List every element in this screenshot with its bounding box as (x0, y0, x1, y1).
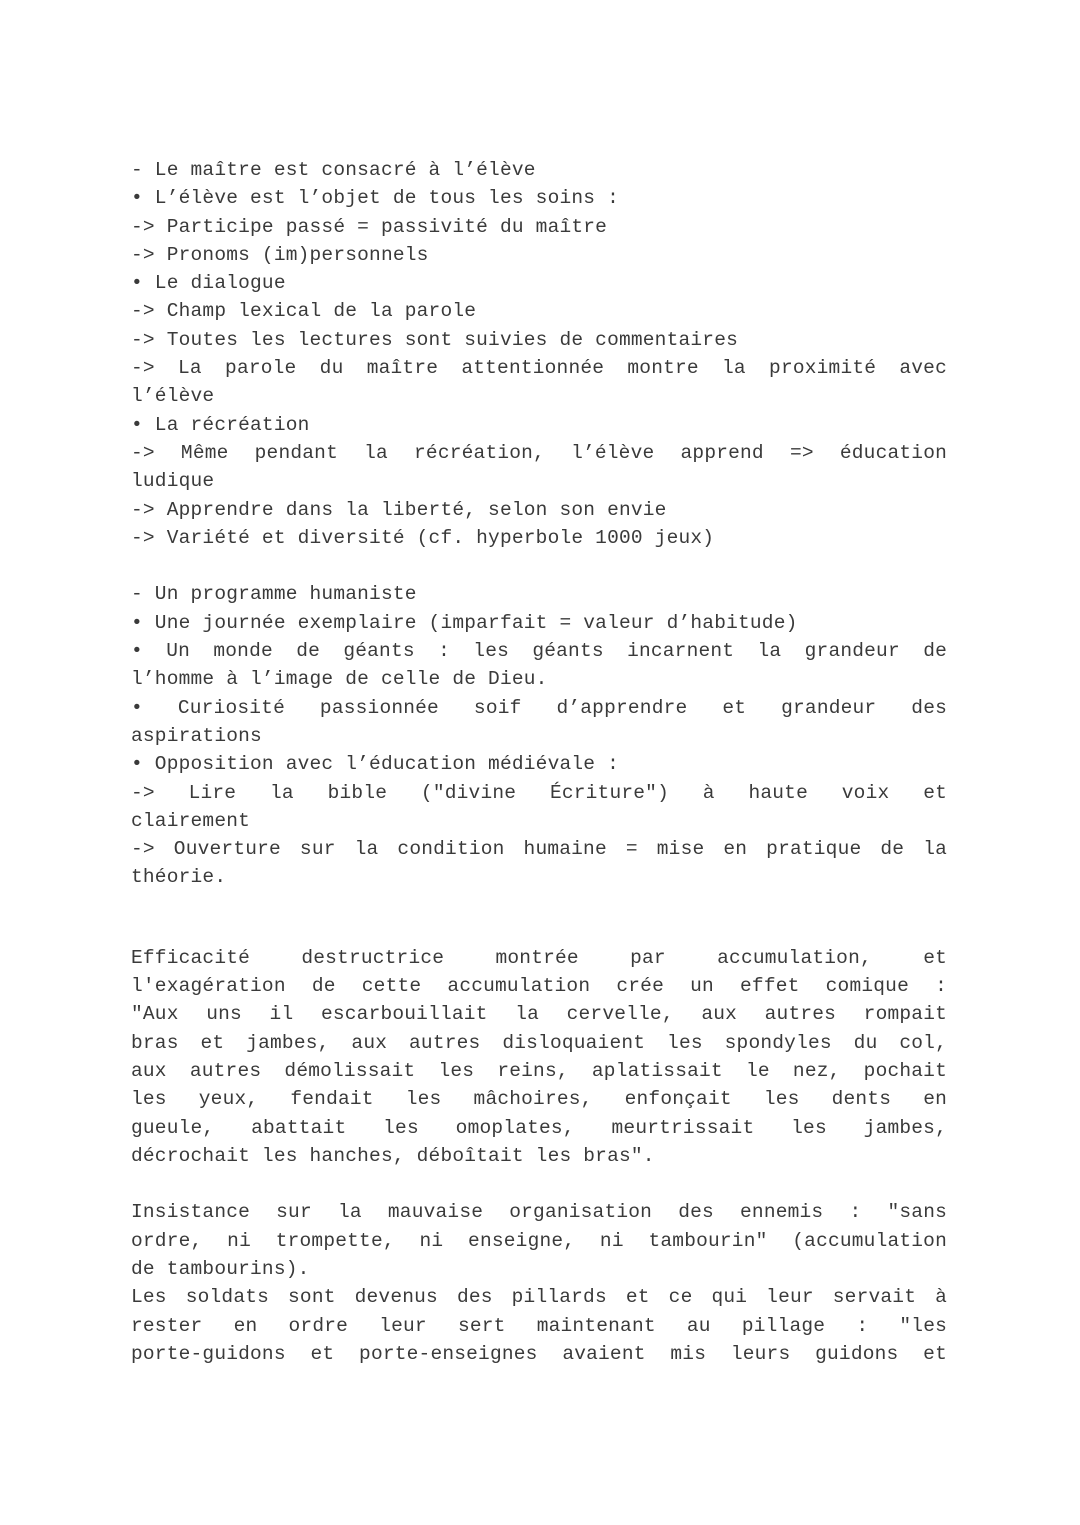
text-line: • Curiosité passionnée soif d’apprendre et grandeur des (131, 696, 947, 719)
text-line: -> Champ lexical de la parole (131, 300, 477, 323)
paragraph-gap (131, 1170, 947, 1198)
text-line: de tambourins). (131, 1257, 310, 1280)
text-line: • La récréation (131, 413, 310, 436)
text-line: gueule, abattait les omoplates, meurtrissait les jambes, (131, 1116, 947, 1139)
text-line: -> La parole du maître attentionnée montre la proximité avec (131, 357, 947, 380)
text-line: Les soldats sont devenus des pillards et ce qui leur servait à (131, 1286, 947, 1309)
text-line: • L’élève est l’objet de tous les soins : (131, 187, 619, 210)
paragraph-gap (131, 892, 947, 944)
text-line: ordre, ni trompette, ni enseigne, ni tambourin" (accumulation (131, 1229, 947, 1252)
text-line: clairement (131, 809, 251, 832)
text-line: rester en ordre leur sert maintenant au pillage : "les (131, 1314, 947, 1337)
text-line: théorie. (131, 866, 227, 889)
paragraph-gap (131, 552, 947, 580)
text-line: porte-guidons et porte-enseignes avaient mis leurs guidons et (131, 1342, 947, 1365)
text-line: • Un monde de géants : les géants incarnent la grandeur de (131, 640, 947, 663)
text-line: -> Pronoms (im)personnels (131, 243, 429, 266)
text-line: décrochait les hanches, déboîtait les bras". (131, 1144, 655, 1167)
text-line: l’homme à l’image de celle de Dieu. (131, 668, 548, 691)
document-page (131, 156, 947, 1368)
text-line: les yeux, fendait les mâchoires, enfonçait les dents en (131, 1088, 947, 1111)
section-enemy-disorganization (131, 1198, 947, 1368)
text-line: • Une journée exemplaire (imparfait = valeur d’habitude) (131, 611, 798, 634)
text-line: - Un programme humaniste (131, 583, 417, 606)
text-line: aspirations (131, 724, 262, 747)
text-line: bras et jambes, aux autres disloquaient les spondyles du col, (131, 1031, 947, 1054)
section-teacher-dialogue (131, 156, 947, 552)
text-line: • Opposition avec l’éducation médiévale : (131, 753, 619, 776)
text-line: -> Ouverture sur la condition humaine = mise en pratique de la (131, 838, 947, 861)
text-line: - Le maître est consacré à l’élève (131, 159, 536, 181)
text-line: -> Apprendre dans la liberté, selon son envie (131, 498, 667, 521)
text-line: -> Lire la bible ("divine Écriture") à haute voix et (131, 781, 947, 804)
text-line: • Le dialogue (131, 272, 286, 295)
text-line: Efficacité destructrice montrée par accumulation, et (131, 946, 947, 969)
text-line: l’élève (131, 385, 215, 408)
text-line: ludique (131, 470, 215, 493)
text-line: "Aux uns il escarbouillait la cervelle, aux autres rompait (131, 1003, 947, 1026)
text-line: -> Même pendant la récréation, l’élève apprend => éducation (131, 441, 947, 464)
text-line: -> Toutes les lectures sont suivies de commentaires (131, 328, 738, 351)
section-destructive-efficiency (131, 944, 947, 1170)
text-line: Insistance sur la mauvaise organisation des ennemis : "sans (131, 1201, 947, 1224)
text-line: aux autres démolissait les reins, aplatissait le nez, pochait (131, 1059, 947, 1082)
text-line: -> Variété et diversité (cf. hyperbole 1000 jeux) (131, 526, 715, 549)
text-line: -> Participe passé = passivité du maître (131, 215, 608, 238)
text-line: l'exagération de cette accumulation crée un effet comique : (131, 975, 947, 998)
section-humanist-program (131, 580, 947, 891)
